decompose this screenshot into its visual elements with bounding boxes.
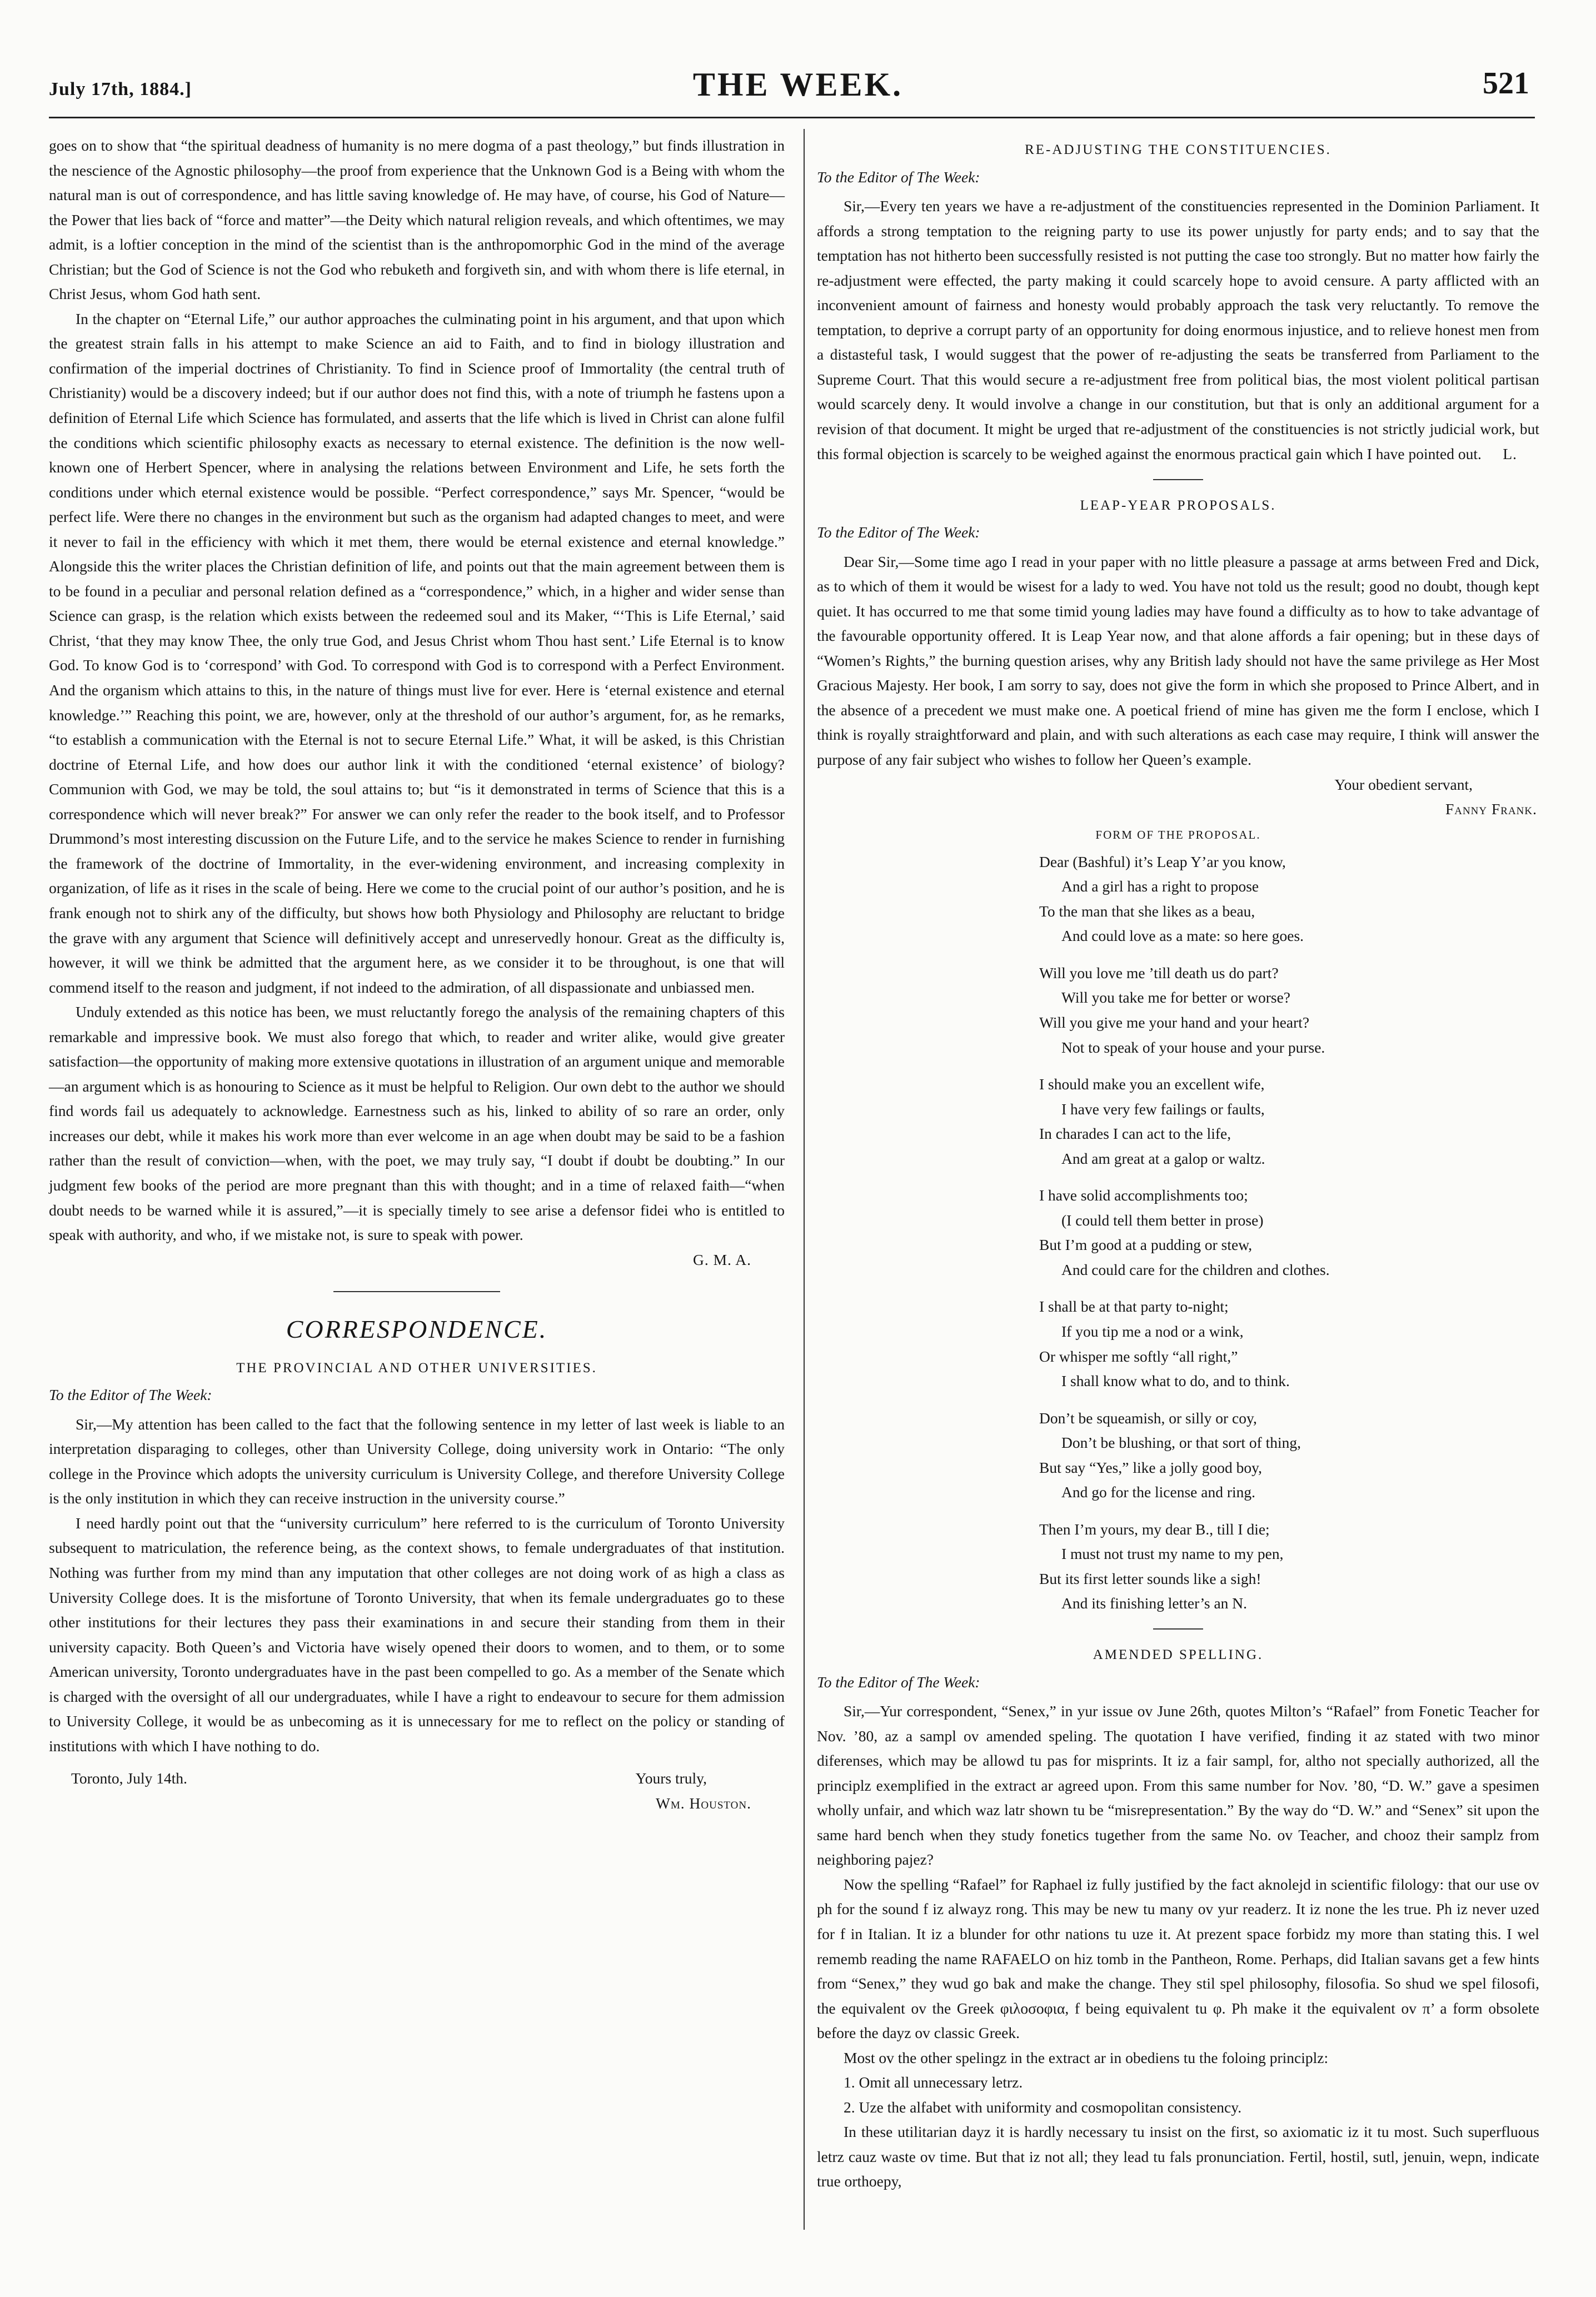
right-column — [817, 133, 1539, 2194]
section-rule — [1153, 479, 1203, 480]
letter-paragraph: Sir,—Every ten years we have a re-adjustment of the constituencies represented in the Dominion Parliament. It affords a strong temptation to the reigning party to use its power unjustly for party ends; and to say that the temptation has not hitherto been successfully resisted is not putting the case too strongly. But no matter how fairly the re-adjustment were effected, the party making it could scarcely hope to avoid censure. A party afflicted with an inconvenient amount of fairness and honesty would probably approach the task very reluctantly. To remove the temptation, to deprive a corrupt party of an opportunity for doing enormous injustice, and to relieve honest men from a distasteful task, I would suggest that the power of re-adjusting the seats be transferred from Parliament to the Supreme Court. That this would secure a re-adjustment free from political bias, the most violent political partisan would scarcely deny. It would involve a change in our constitution, but that is only an additional argument for a revision of that document. It might be urged that re-adjustment of the constituencies is not strictly judicial work, but this formal objection is scarcely to be weighed against the enormous practical gain which I have pointed out. — [817, 197, 1539, 462]
poem-line: Or whisper me softly “all right,” — [1039, 1347, 1238, 1365]
correspondence-heading: CORRESPONDENCE. — [286, 1315, 548, 1344]
poem-stanza — [1039, 1183, 1539, 1282]
article-title: THE PROVINCIAL AND OTHER UNIVERSITIES. — [236, 1360, 597, 1376]
editor-salutation: To the Editor of The Week: — [817, 524, 980, 541]
letter-paragraph: Now the spelling “Rafael” for Raphael iz fully justified by the fact aknolejd in scientific filology: that our use ov ph for the sound f iz alwayz rong. This may be new tu many ov yur readerz. It iz none the les true. Ph iz never uzed for f in Italian. It iz a blunder for othr nations tu uze it. At prezent space forbidz my more than stating this. I wel rememb reading the name RAFAELO on hiz tomb in the Pantheon, Rome. Perhaps, did Italian savans get a few hints from “Senex,” they wud go bak and make the change. They stil spel philosophy, filosofia. So shud we spel filosofi, the equivalent ov the Greek φιλοσοφια, f being equivalent tu φ. Ph make it the equivalent ov π’ a form obsolete before the dayz ov classic Greek. — [817, 1875, 1539, 2042]
poem-line: I must not trust my name to my pen, — [1061, 1545, 1284, 1563]
poem-line: I should make you an excellent wife, — [1039, 1075, 1265, 1093]
article-title: LEAP-YEAR PROPOSALS. — [1080, 497, 1276, 513]
poem-line: I have solid accomplishments too; — [1039, 1187, 1248, 1204]
rule-item: 2. Uze the alfabet with uniformity and cosmopolitan consistency. — [844, 2098, 1242, 2116]
left-column — [49, 133, 785, 1816]
article-title: AMENDED SPELLING. — [1093, 1647, 1264, 1662]
poem-stanza — [1039, 1406, 1539, 1505]
poem-line: (I could tell them better in prose) — [1061, 1211, 1264, 1229]
page-number: 521 — [1483, 66, 1529, 101]
poem-title: FORM OF THE PROPOSAL. — [1095, 828, 1261, 841]
poem-stanza — [1039, 1517, 1539, 1616]
poem-stanza — [1039, 961, 1539, 1060]
review-paragraph: Unduly extended as this notice has been, we must reluctantly forego the analysis of the remaining chapters of this remarkable and impressive book. We must also forego that which, to reader and writer alike, would give greater satisfaction—the opportunity of making more extensive quotations in illustration of an argument unique and memorable—an argument which is as honouring to Science as it must be helpful to Religion. Our own debt to the author we should find words fail us adequately to acknowledge. Earnestness such as his, linked to ability of so rare an order, only increases our debt, while it makes his work more than ever welcome in an age when doubt may be said to be a fashion rather than the result of conviction—when, with the poet, we may truly say, “I doubt if doubt be doubting.” In our judgment few books of the period are more pregnant than this with thought; and in a time of relaxed faith—“when doubt needs to be warned while it is assured,”—it is specially timely to see arise a defensor fidei who is entitled to speak with authority, and who, if we mistake not, is sure to speak with power. — [49, 1003, 785, 1244]
poem-line: Will you give me your hand and your heart? — [1039, 1013, 1310, 1031]
letter-closing: Your obedient servant, — [1334, 775, 1473, 793]
poem-line: And could love as a mate: so here goes. — [1061, 927, 1304, 945]
letter-paragraph: In these utilitarian dayz it is hardly necessary tu insist on the first, so axiomatic iz it tu most. Such superfluous letrz cauz waste ov time. But that iz not all; they lead tu fals pronunciation. Fertil, hostil, sutl, jenuin, wepn, indicate true orthoepy, — [817, 2123, 1539, 2190]
poem-line: But its first letter sounds like a sigh! — [1039, 1569, 1261, 1587]
review-signature: G. M. A. — [692, 1250, 751, 1268]
poem-line: To the man that she likes as a beau, — [1039, 902, 1255, 920]
letter-paragraph: Sir,—My attention has been called to the fact that the following sentence in my letter of last week is liable to an interpretation disparaging to colleges, other than University College, doing university work in Ontario: “The only college in the Province which adopts the university curriculum is University College, and therefore University College is the only institution in which they can receive instruction in the university course.” — [49, 1415, 785, 1507]
poem-line: Don’t be squeamish, or silly or coy, — [1039, 1409, 1257, 1427]
letter-signature: L. — [1503, 445, 1517, 463]
letter-paragraph: Most ov the other spelingz in the extract ar in obediens tu the foloing principlz: — [844, 2049, 1329, 2066]
rule-item: 1. Omit all unnecessary letrz. — [844, 2074, 1023, 2091]
poem-line: Will you love me ’till death us do part? — [1039, 964, 1279, 981]
article-title: RE-ADJUSTING THE CONSTITUENCIES. — [1025, 142, 1331, 157]
section-rule — [333, 1291, 500, 1292]
poem-stanza — [1039, 850, 1539, 949]
running-date: July 17th, 1884.] — [49, 79, 192, 99]
letter-signature: Fanny Frank. — [1445, 800, 1537, 818]
editor-salutation: To the Editor of The Week: — [817, 168, 980, 186]
poem-line: And am great at a galop or waltz. — [1061, 1149, 1265, 1167]
letter-signature: Wm. Houston. — [655, 1794, 751, 1812]
poem-line: Will you take me for better or worse? — [1061, 989, 1291, 1007]
poem-line: Don’t be blushing, or that sort of thing, — [1061, 1434, 1301, 1452]
poem-line: And its finishing letter’s an N. — [1061, 1595, 1248, 1612]
poem-line: I shall know what to do, and to think. — [1061, 1372, 1290, 1390]
letter-paragraph: Dear Sir,—Some time ago I read in your paper with no little pleasure a passage at arms between Fred and Dick, as to which of them it would be wisest for a lady to wed. You have not told us the result; good no doubt, though kept quiet. It has occurred to me that some timid young ladies may have found a difficulty as to how to take advantage of the favourable opportunity offered. It is Leap Year now, and that alone affords a fair opening; but in these days of “Women’s Rights,” the burning question arises, why any British lady should not have the same privilege as Her Most Gracious Majesty. Her book, I am sorry to say, does not give the form in which she proposed to Prince Albert, and in the absence of a precedent we must make one. A poetical friend of mine has given me the form I enclose, which I think is royally straightforward and plain, and with such alterations as each case may require, I think will answer the purpose of any fair subject who wishes to follow her Queen’s example. — [817, 552, 1539, 769]
poem-line: And could care for the children and clothes. — [1061, 1260, 1330, 1278]
letter-signoff — [49, 1766, 785, 1816]
masthead-title: THE WEEK. — [692, 66, 904, 103]
poem-line: I shall be at that party to-night; — [1039, 1298, 1229, 1316]
poem-line: Not to speak of your house and your purse. — [1061, 1038, 1325, 1056]
poem-line: Then I’m yours, my dear B., till I die; — [1039, 1520, 1270, 1538]
poem-line: And go for the license and ring. — [1061, 1483, 1256, 1501]
editor-salutation: To the Editor of The Week: — [49, 1386, 212, 1404]
poem-line: If you tip me a nod or a wink, — [1061, 1322, 1244, 1340]
poem-stanza — [1039, 1072, 1539, 1171]
poem-line: But say “Yes,” like a jolly good boy, — [1039, 1458, 1263, 1476]
poem-line: Dear (Bashful) it’s Leap Y’ar you know, — [1039, 853, 1286, 870]
letter-place-date: Toronto, July 14th. — [71, 1770, 187, 1787]
section-rule — [1153, 1628, 1203, 1630]
editor-salutation: To the Editor of The Week: — [817, 1673, 980, 1691]
letter-closing: Yours truly, — [635, 1770, 707, 1787]
letter-paragraph: Sir,—Yur correspondent, “Senex,” in yur issue ov June 26th, quotes Milton’s “Rafael” from Fonetic Teacher for Nov. ’80, az a sampl ov amended speling. The quotation I have verified, finding it az stated with two minor diferenses, which may be allowd tu pas for misprints. It iz a fair sampl, for, altho not specially authorized, all the principlz exemplified in the extract ar agreed upon. From this same number for Nov. ’80, “D. W.” gave a spesimen wholly unfair, and which waz latr shown tu be “misrepresentation.” By the way do “D. W.” and “Senex” sit upon the same hard bench when they study fonetics tugether from the same No. ov Teacher, and chooz their samplz from neighboring pajez? — [817, 1702, 1539, 1869]
header-rule — [49, 117, 1535, 118]
poem-line: In charades I can act to the life, — [1039, 1125, 1231, 1143]
column-divider — [804, 129, 805, 2230]
poem-line: I have very few failings or faults, — [1061, 1100, 1265, 1118]
poem-stanza — [1039, 1294, 1539, 1393]
letter-paragraph: I need hardly point out that the “university curriculum” here referred to is the curriculum of Toronto University subsequent to matriculation, the reference being, as the context shows, to female undergraduates of that institution. Nothing was further from my mind than any imputation that other colleges are not doing work of as high a class as University College does. It is the misfortune of Toronto University, that when its female undergraduates go to these other institutions for their lectures they pass their examinations in and secure their standing from them in their university capacity. Both Queen’s and Victoria have wisely opened their doors to women, and to them, or to some American university, Toronto undergraduates have in the past been compelled to go. As a member of the Senate which is charged with the oversight of all our undergraduates, while I have a right to endeavour to secure for them admission to University College, it would be as unbecoming as it is unnecessary for me to reflect on the policy or standing of institutions with which I have nothing to do. — [49, 1514, 785, 1755]
poem-line: But I’m good at a pudding or stew, — [1039, 1236, 1253, 1254]
review-paragraph: In the chapter on “Eternal Life,” our author approaches the culminating point in his argument, and that upon which the greatest strain falls in his attempt to make Science an aid to Faith, and to find in biology illustration and confirmation of the imperial doctrines of Christianity. To find in Science proof of Immortality (the central truth of Christianity) would be a discovery indeed; but if our author does not find this, with a note of triumph he fastens upon a definition of Eternal Life which Science has formulated, and asserts that the life which is lived in Christ can alone fulfil the conditions which scientific philosophy exacts as necessary to eternal existence. The definition is the now well-known one of Herbert Spencer, where in analysing the relations between Environment and Life, he sets forth the conditions under which eternal existence would be possible. “Perfect correspondence,” says Mr. Spencer, “would be perfect life. Were there no changes in the environment but such as the organism had adapted changes to meet, and were it never to fail in the efficiency with which it met them, there would be eternal existence and eternal knowledge.” Alongside this the writer places the Christian definition of life, and points out that the main agreement between them is to be found in a peculiar and personal relation defined as a “correspondence,” which, in a higher and wider sense than Science can grasp, is the relation which exists between the redeemed soul and its Maker, “‘This is Life Eternal,’ said Christ, ‘that they may know Thee, the only true God, and Jesus Christ whom Thou hast sent.’ Life Eternal is to know God. To know God is to ‘correspond’ with God. To correspond with God is to correspond with a Perfect Environment. And the organism which attains to this, in the nature of things must live for ever. Here is ‘eternal existence and eternal knowledge.’” Reaching this point, we are, however, only at the threshold of our author’s argument, for, as he remarks, “to establish a communication with the Eternal is not to secure Eternal Life.” What, it will be asked, is this Christian doctrine of Eternal Life, and how does our author link it with the conditioned ‘eternal existence’ of biology? Communion with God, we may be told, the soul attains to; but “is it demonstrated in terms of Science that this is a correspondence which will never break?” For answer we can only refer the reader to the book itself, and to Professor Drummond’s most interesting discussion on the Future Life, and to the service he makes Science to render in furnishing the framework of the doctrine of Immortality, in the ever-widening environment, and increasing complexity in organization, of life as it rises in the scale of being. Here we come to the crucial point of our author’s position, and he is frank enough not to shirk any of the difficulty, but shows how both Physiology and Philosophy are reluctant to bridge the grave with any argument that Science will definitively accept and unreservedly honour. Great as the difficulty is, however, it will we think be admitted that the argument here, as we consider it to be throughout, is one that will commend itself to the reason and judgment, if not indeed to the admiration, of all dispassionate and unbiassed men. — [49, 310, 785, 996]
poem-line: And a girl has a right to propose — [1061, 878, 1259, 895]
poem — [817, 850, 1539, 1616]
review-paragraph: goes on to show that “the spiritual deadness of humanity is no mere dogma of a past theology,” but finds illustration in the nescience of the Agnostic philosophy—the proof from experience that the Unknown God is a Being with whom the natural man is out of correspondence, and has little saving knowledge of. He may have, of course, his God of Nature—the Power that lies back of “force and matter”—the Deity which natural religion reveals, and which oftentimes, we may admit, is a loftier conception in the mind of the scientist than is the anthropomorphic God in the mind of the average Christian; but the God of Science is not the God who rebuketh and forgiveth sin, and with whom there is life eternal, in Christ Jesus, whom God hath sent. — [49, 137, 785, 303]
